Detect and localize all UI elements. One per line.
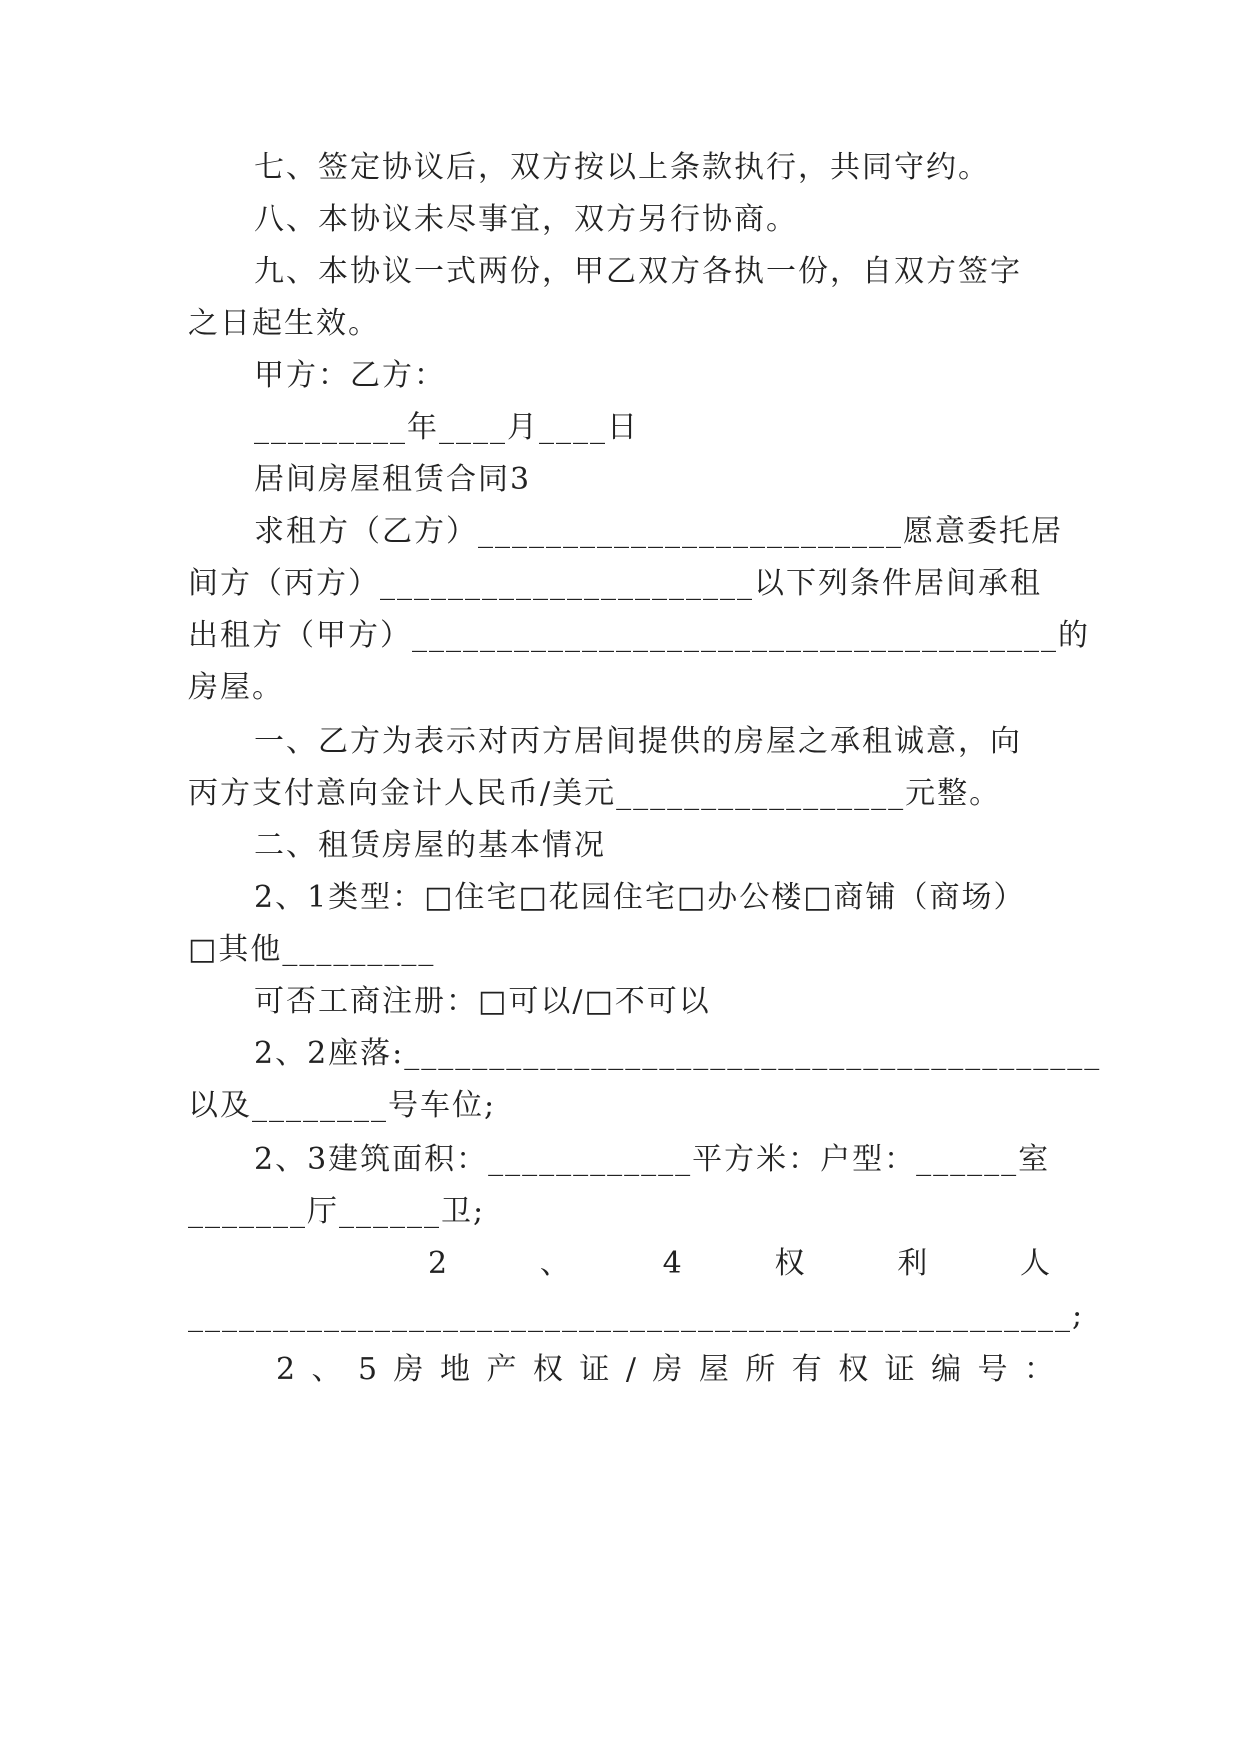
spread-char: 利 — [897, 1246, 928, 1281]
tenant-line: 求租方（乙方）_________________________愿意委托居 — [254, 514, 1063, 549]
item-2-3-area: 2、3建筑面积：____________平方米：户型：______室 — [254, 1142, 1051, 1177]
spread-char: 房 — [393, 1352, 424, 1387]
spread-char: 所 — [745, 1352, 776, 1387]
item-2-1-other: □其他_________ — [188, 932, 436, 967]
item-2-4-blank: ____________________________________________________; — [188, 1298, 1085, 1333]
spread-char: / — [625, 1352, 636, 1387]
item-2-2-location: 2、2座落:_________________________________________ — [254, 1036, 1102, 1071]
item-2-1-type: 2、1类型：□住宅□花园住宅□办公楼□商铺（商场） — [254, 880, 1026, 915]
spread-char: 地 — [440, 1352, 470, 1387]
item-2-5-heading — [276, 1350, 1054, 1390]
spread-char: 2 — [276, 1352, 296, 1387]
section-one: 一、乙方为表示对丙方居间提供的房屋之承租诚意，向 — [254, 724, 1022, 759]
spread-char: 证 — [884, 1352, 915, 1387]
signature-date: _________年____月____日 — [254, 410, 639, 445]
spread-char: 证 — [579, 1352, 610, 1387]
spread-char: 、 — [311, 1352, 342, 1387]
clause-seven: 七、签定协议后，双方按以上条款执行，共同守约。 — [254, 150, 990, 185]
contract-title: 居间房屋租赁合同3 — [254, 462, 532, 497]
business-registration: 可否工商注册：□可以/□不可以 — [254, 984, 711, 1019]
spread-char: 2 — [428, 1246, 448, 1281]
spread-char: 屋 — [698, 1352, 729, 1387]
spread-char: 编 — [931, 1352, 962, 1387]
spread-char: 人 — [1019, 1246, 1050, 1281]
clause-nine: 九、本协议一式两份，甲乙双方各执一份，自双方签字 — [254, 254, 1022, 289]
parking-line: 以及________号车位; — [188, 1088, 497, 1123]
spread-char: 4 — [662, 1246, 682, 1281]
landlord-line: 出租方（甲方）______________________________________的 — [188, 618, 1090, 653]
house-line: 房屋。 — [188, 670, 284, 705]
agent-line: 间方（丙方）______________________以下列条件居间承租 — [188, 566, 1042, 601]
clause-eight: 八、本协议未尽事宜，双方另行协商。 — [254, 202, 798, 237]
spread-char: ： — [1024, 1352, 1054, 1387]
spread-char: 权 — [838, 1352, 869, 1387]
signature-parties: 甲方：乙方： — [254, 358, 446, 393]
spread-char: 号 — [977, 1352, 1008, 1387]
spread-char: 房 — [652, 1352, 683, 1387]
item-2-4-heading — [428, 1244, 1050, 1284]
spread-char: 产 — [486, 1352, 517, 1387]
spread-char: 有 — [791, 1352, 822, 1387]
item-2-3-layout: _______厅______卫; — [188, 1194, 486, 1229]
spread-char: 、 — [539, 1246, 570, 1281]
spread-char: 权 — [532, 1352, 563, 1387]
spread-char: 权 — [774, 1246, 805, 1281]
clause-nine-continued: 之日起生效。 — [188, 306, 380, 341]
section-one-continued: 丙方支付意向金计人民币/美元_________________元整。 — [188, 776, 1002, 811]
section-two-heading: 二、租赁房屋的基本情况 — [254, 828, 606, 863]
spread-char: 5 — [358, 1352, 378, 1387]
